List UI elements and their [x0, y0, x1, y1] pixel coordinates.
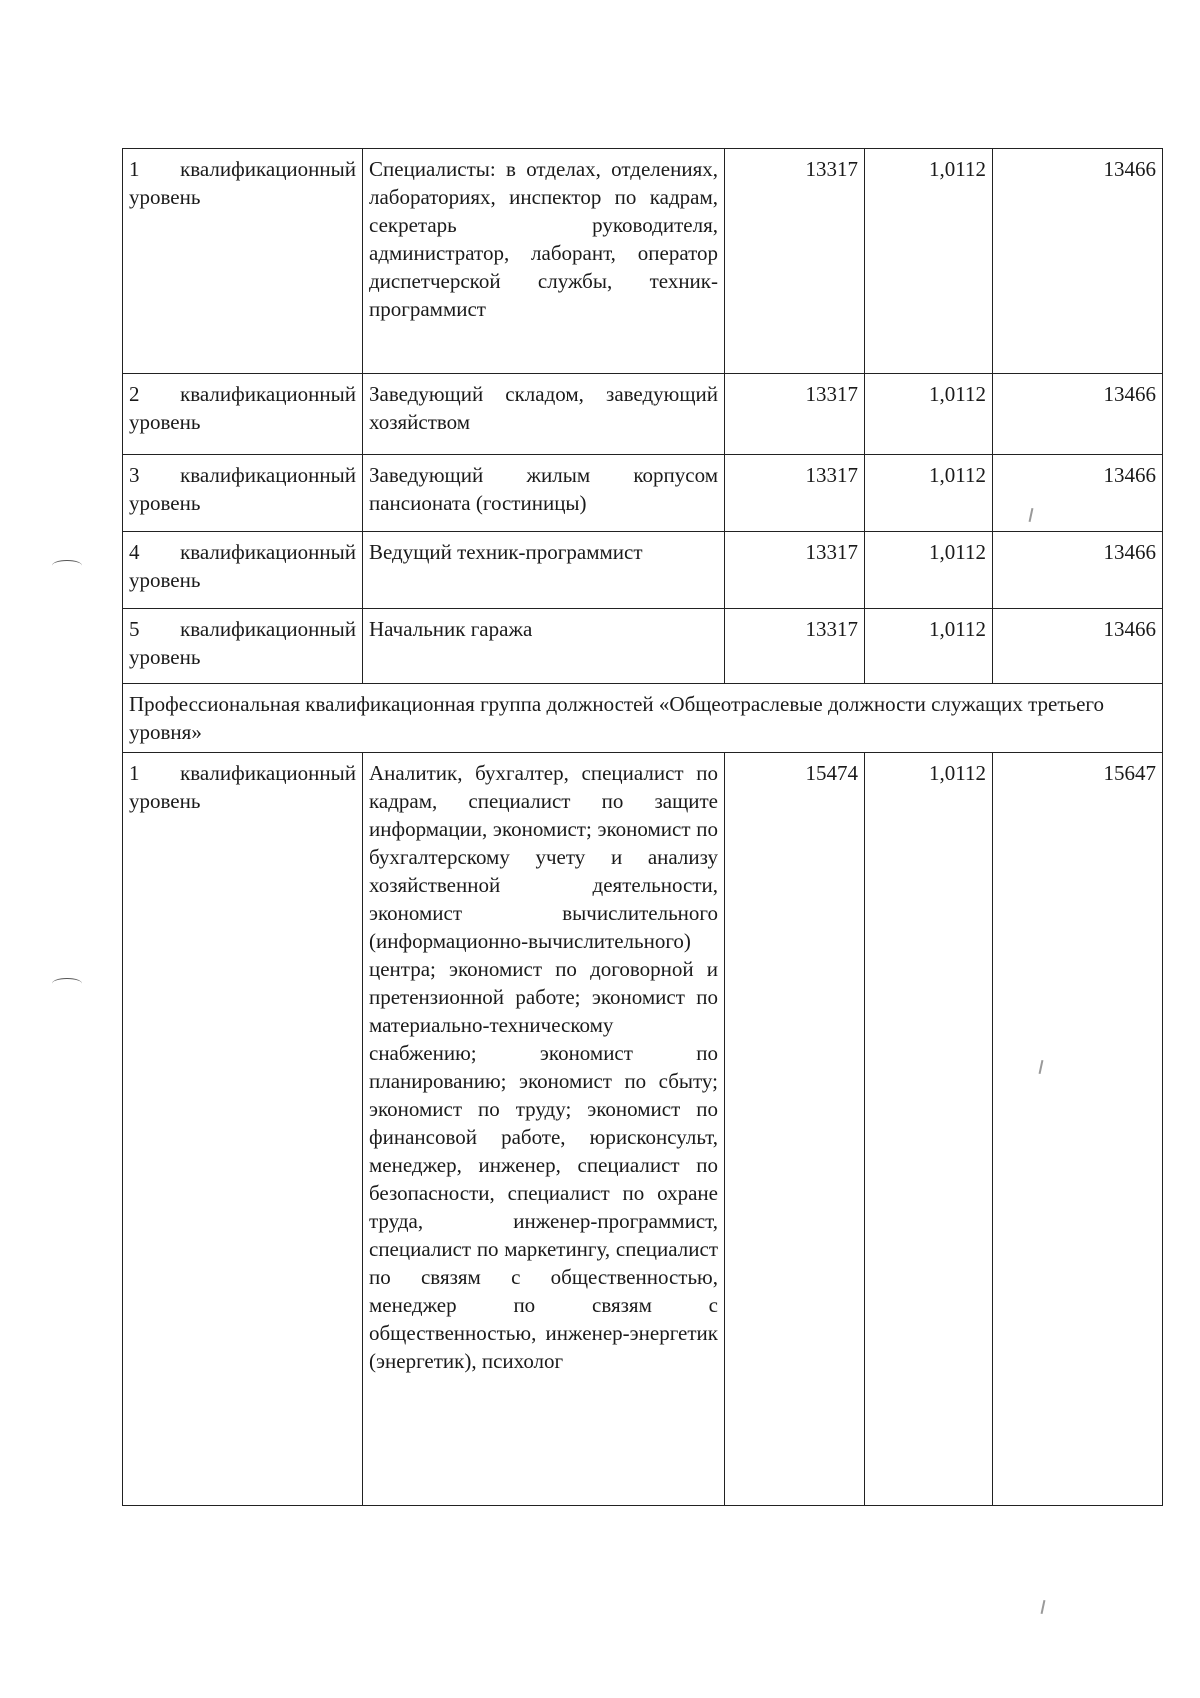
hole-punch-mark	[52, 978, 82, 989]
positions-list: Аналитик, бухгалтер, специалист по кадрам, специалист по защите информации, экономист; экономист по бухгалтерскому учету и анализу хозяйственной деятельности, экономист вычислительного (информационно-вычислительного) центра; экономист по договорной и претензионной работе; экономист по материально-техническому снабжению; экономист по планированию; экономист по сбыту; экономист по труду; экономист по финансовой работе, юрисконсульт, менеджер, инженер, специалист по безопасности, специалист по охране труда, инженер-программист, специалист по маркетингу, специалист по связям с общественностью, менеджер по связям с общественностью, инженер-энергетик (энергетик), психолог	[363, 753, 725, 1506]
positions-list: Заведующий жилым корпусом пансионата (гостиницы)	[363, 455, 725, 532]
total-salary: 15647	[993, 753, 1163, 1506]
positions-list: Ведущий техник-программист	[363, 532, 725, 609]
total-salary: 13466	[993, 532, 1163, 609]
hole-punch-mark	[52, 560, 82, 571]
total-salary: 13466	[993, 374, 1163, 455]
table-row	[123, 455, 1163, 532]
table-row	[123, 149, 1163, 374]
positions-list: Заведующий складом, заведующий хозяйством	[363, 374, 725, 455]
salary-table	[122, 148, 1163, 1506]
table-row	[123, 374, 1163, 455]
table-row	[123, 753, 1163, 1506]
total-salary: 13466	[993, 609, 1163, 684]
coefficient: 1,0112	[865, 753, 993, 1506]
coefficient: 1,0112	[865, 455, 993, 532]
table-row	[123, 609, 1163, 684]
base-salary: 13317	[725, 374, 865, 455]
table-row	[123, 532, 1163, 609]
base-salary: 13317	[725, 609, 865, 684]
coefficient: 1,0112	[865, 149, 993, 374]
base-salary: 13317	[725, 532, 865, 609]
qualification-level: 1 квалификационный уровень	[123, 149, 363, 374]
base-salary: 13317	[725, 455, 865, 532]
total-salary: 13466	[993, 149, 1163, 374]
qualification-level: 3 квалификационный уровень	[123, 455, 363, 532]
qualification-level: 1 квалификационный уровень	[123, 753, 363, 1506]
positions-list: Начальник гаража	[363, 609, 725, 684]
base-salary: 13317	[725, 149, 865, 374]
coefficient: 1,0112	[865, 374, 993, 455]
base-salary: 15474	[725, 753, 865, 1506]
qualification-level: 2 квалификационный уровень	[123, 374, 363, 455]
qualification-level: 4 квалификационный уровень	[123, 532, 363, 609]
scan-speck	[1041, 1600, 1046, 1614]
group-heading-row	[123, 684, 1163, 753]
positions-list: Специалисты: в отделах, отделениях, лабораториях, инспектор по кадрам, секретарь руководителя, администратор, лаборант, оператор диспетчерской службы, техник-программист	[363, 149, 725, 374]
group-heading: Профессиональная квалификационная группа должностей «Общеотраслевые должности служащих третьего уровня»	[123, 684, 1163, 753]
coefficient: 1,0112	[865, 532, 993, 609]
qualification-level: 5 квалификационный уровень	[123, 609, 363, 684]
coefficient: 1,0112	[865, 609, 993, 684]
total-salary: 13466	[993, 455, 1163, 532]
